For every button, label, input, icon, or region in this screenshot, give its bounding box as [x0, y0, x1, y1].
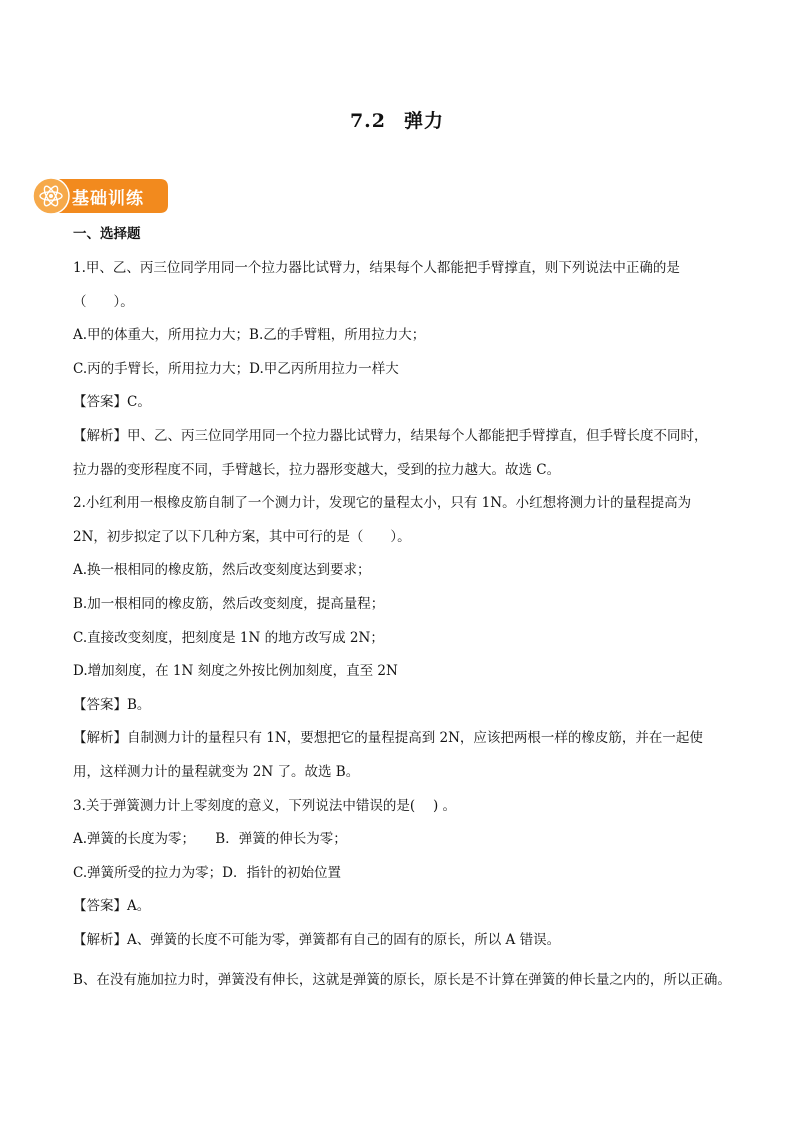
- title-number: 7.2: [349, 110, 387, 132]
- q1-analysis-line-1: 【解析】甲、乙、丙三位同学用同一个拉力器比试臂力，结果每个人都能把手臂撑直，但手臂长度不同时，: [73, 427, 708, 444]
- q1-stem-line-2: （ ）。: [73, 293, 134, 310]
- q2-option-c: C.直接改变刻度，把刻度是 1N 的地方改写成 2N；: [73, 629, 384, 646]
- q3-analysis-line-2: B、在没有施加拉力时，弹簧没有伸长，这就是弹簧的原长，原长是不计算在弹簧的伸长量之内的，所以正确。: [73, 972, 731, 989]
- section-heading: 一、选择题: [73, 226, 141, 242]
- page-title: [0, 106, 794, 133]
- q2-stem-line-2: 2N，初步拟定了以下几种方案，其中可行的是（ ）。: [73, 528, 411, 545]
- q2-option-a: A.换一根相同的橡皮筋，然后改变刻度达到要求；: [73, 562, 371, 579]
- q2-option-b: B.加一根相同的橡皮筋，然后改变刻度，提高量程；: [73, 595, 385, 612]
- section-badge: [32, 177, 170, 215]
- q3-options-line-2: C.弹簧所受的拉力为零；D．指针的初始位置: [73, 864, 341, 881]
- title-text: 弹力: [404, 110, 445, 132]
- q3-stem: 3.关于弹簧测力计上零刻度的意义，下列说法中错误的是( ) 。: [73, 797, 456, 814]
- q3-answer: 【答案】A。: [73, 898, 151, 915]
- q2-option-d: D.增加刻度，在 1N 刻度之外按比例加刻度，直至 2N: [73, 663, 398, 680]
- q3-options-line-1: A.弹簧的长度为零； B．弹簧的伸长为零；: [73, 831, 347, 848]
- q2-answer: 【答案】B。: [73, 696, 151, 713]
- q1-analysis-line-2: 拉力器的变形程度不同，手臂越长，拉力器形变越大，受到的拉力越大。故选 C。: [73, 461, 561, 478]
- document-body: [73, 224, 733, 997]
- q1-stem-line-1: 1.甲、乙、丙三位同学用同一个拉力器比试臂力，结果每个人都能把手臂撑直，则下列说法中正确的是: [73, 260, 680, 276]
- q3-analysis-line-1: 【解析】A、弹簧的长度不可能为零，弹簧都有自己的固有的原长，所以 A 错误。: [73, 931, 561, 948]
- q1-options-line-1: A.甲的体重大，所用拉力大；B.乙的手臂粗，所用拉力大；: [73, 327, 426, 344]
- q2-analysis-line-2: 用，这样测力计的量程就变为 2N 了。故选 B。: [73, 763, 360, 780]
- q1-options-line-2: C.丙的手臂长，所用拉力大；D.甲乙丙所用拉力一样大: [73, 360, 399, 377]
- section-badge-label: 基础训练: [72, 189, 144, 209]
- q1-answer: 【答案】C。: [73, 394, 151, 411]
- q2-analysis-line-1: 【解析】自制测力计的量程只有 1N，要想把它的量程提高到 2N，应该把两根一样的橡皮筋，并在一起使: [73, 730, 703, 747]
- q2-stem-line-1: 2.小红利用一根橡皮筋自制了一个测力计，发现它的量程太小，只有 1N。小红想将测力计的量程提高为: [73, 495, 692, 512]
